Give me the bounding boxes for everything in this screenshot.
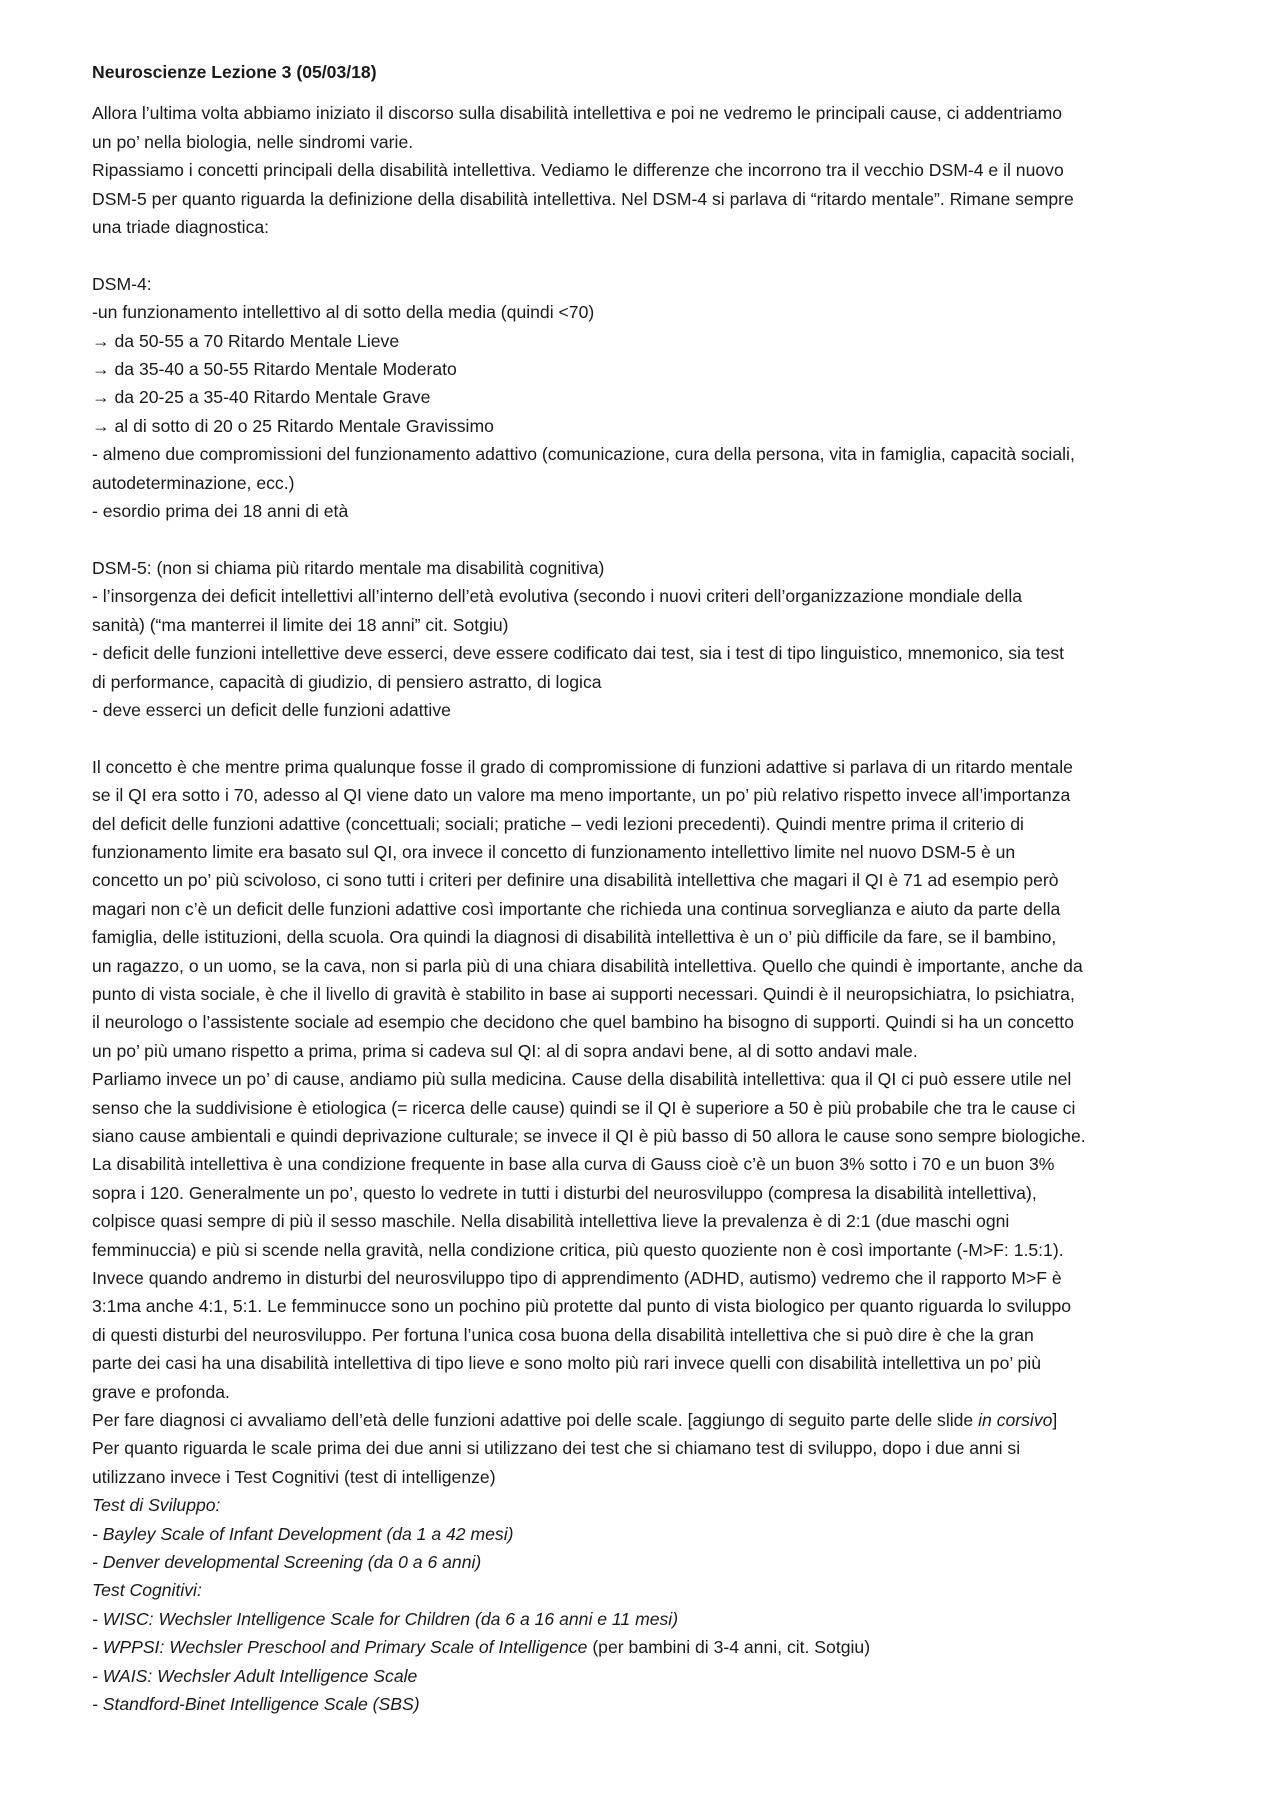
list-item: - deve esserci un deficit delle funzioni adattive xyxy=(92,699,451,720)
text-line: del deficit delle funzioni adattive (concettuali; sociali; pratiche – vedi lezioni precedenti). Quindi mentre prima il criterio di xyxy=(92,813,1024,834)
list-item: sanità) (“ma manterrei il limite dei 18 anni” cit. Sotgiu) xyxy=(92,614,509,635)
text-line: sopra i 120. Generalmente un po’, questo lo vedrete in tutti i disturbi del neurosviluppo (compresa la disabilità intellettiva), xyxy=(92,1182,1037,1203)
list-item: di performance, capacità di giudizio, di pensiero astratto, di logica xyxy=(92,671,602,692)
text-line: Allora l’ultima volta abbiamo iniziato il discorso sulla disabilità intellettiva e poi ne vedremo le principali cause, ci addentriamo xyxy=(92,103,1063,124)
list-item: → da 20-25 a 35-40 Ritardo Mentale Grave xyxy=(92,387,431,408)
dsm5-heading: DSM-5: (non si chiama più ritardo mentale ma disabilità cognitiva) xyxy=(92,557,605,578)
text-line: siano cause ambientali e quindi deprivazione culturale; se invece il QI è più basso di 50 allora le cause sono sempre biologiche. xyxy=(92,1125,1086,1146)
text-line: colpisce quasi sempre di più il sesso maschile. Nella disabilità intellettiva lieve la prevalenza è di 2:1 (due maschi ogni xyxy=(92,1211,1010,1232)
list-item: - Standford-Binet Intelligence Scale (SBS) xyxy=(92,1694,420,1715)
list-item: - WAIS: Wechsler Adult Intelligence Scale xyxy=(92,1665,418,1686)
dsm4-heading: DSM-4: xyxy=(92,273,152,294)
development-tests-heading: Test di Sviluppo: xyxy=(92,1495,221,1516)
list-item: → al di sotto di 20 o 25 Ritardo Mentale Gravissimo xyxy=(92,415,494,436)
text-line: parte dei casi ha una disabilità intellettiva di tipo lieve e sono molto più rari invece quelli con disabilità intellettiva un po’ più xyxy=(92,1353,1041,1374)
wppsi-note: (per bambini di 3-4 anni, cit. Sotgiu) xyxy=(587,1637,871,1658)
document-title: Neuroscienze Lezione 3 (05/03/18) xyxy=(92,62,377,82)
list-item: autodeterminazione, ecc.) xyxy=(92,472,295,493)
text-line: utilizzano invece i Test Cognitivi (test di intelligenze) xyxy=(92,1466,496,1487)
dsm5-section xyxy=(92,554,1212,724)
blank-line xyxy=(92,241,1212,269)
text-line: famiglia, delle istituzioni, della scuola. Ora quindi la diagnosi di disabilità intellettiva è un o’ più difficile da fare, se il bambino, xyxy=(92,927,1057,948)
text-line: un po’ nella biologia, nelle sindromi varie. xyxy=(92,131,414,152)
list-item: - almeno due compromissioni del funzionamento adattivo (comunicazione, cura della persona, vita in famiglia, capacità sociali, xyxy=(92,444,1075,465)
blank-line xyxy=(92,724,1212,752)
document-page xyxy=(92,58,1212,1719)
list-item xyxy=(92,1633,1212,1661)
slides-note-italic: in corsivo xyxy=(978,1410,1053,1431)
intro-paragraph xyxy=(92,99,1212,241)
body-paragraph xyxy=(92,753,1212,1406)
wppsi-title: - WPPSI: Wechsler Preschool and Primary Scale of Intelligence xyxy=(92,1637,588,1658)
text-line: magari non c’è un deficit delle funzioni adattive così importante che richieda una continua sorveglianza e aiuto da parte della xyxy=(92,898,1061,919)
text-line: senso che la suddivisione è etiologica (= ricerca delle cause) quindi se il QI è superiore a 50 è più probabile che tra le cause ci xyxy=(92,1097,1076,1118)
text-line: un po’ più umano rispetto a prima, prima si cadeva sul QI: al di sopra andavi bene, al di sotto andavi male. xyxy=(92,1040,918,1061)
text-line: 3:1ma anche 4:1, 5:1. Le femminucce sono un pochino più protette dal punto di vista biologico per quanto riguarda lo sviluppo xyxy=(92,1296,1072,1317)
blank-line xyxy=(92,525,1212,553)
list-item: → da 35-40 a 50-55 Ritardo Mentale Moderato xyxy=(92,359,457,380)
dsm4-section xyxy=(92,270,1212,526)
text-line: La disabilità intellettiva è una condizione frequente in base alla curva di Gauss cioè c’è un buon 3% sotto i 70 e un buon 3% xyxy=(92,1154,1055,1175)
cognitive-tests-heading: Test Cognitivi: xyxy=(92,1580,202,1601)
development-tests xyxy=(92,1491,1212,1576)
text-line: grave e profonda. xyxy=(92,1381,230,1402)
slides-note-text: Per fare diagnosi ci avvaliamo dell’età delle funzioni adattive poi delle scale. [aggiungo di seguito parte delle slide xyxy=(92,1410,979,1431)
text-line: Ripassiamo i concetti principali della disabilità intellettiva. Vediamo le differenze che incorrono tra il vecchio DSM-4 e il nuovo xyxy=(92,160,1064,181)
text-line: se il QI era sotto i 70, adesso al QI viene dato un valore ma meno importante, un po’ più relativo rispetto invece all’importanza xyxy=(92,785,1071,806)
text-line: Invece quando andremo in disturbi del neurosviluppo tipo di apprendimento (ADHD, autismo) vedremo che il rapporto M>F è xyxy=(92,1268,1062,1289)
cognitive-tests xyxy=(92,1576,1212,1718)
text-line: un ragazzo, o un uomo, se la cava, non si parla più di una chiara disabilità intellettiva. Quello che quindi è importante, anche da xyxy=(92,955,1083,976)
scales-paragraph xyxy=(92,1434,1212,1491)
text-line: di questi disturbi del neurosviluppo. Per fortuna l’unica cosa buona della disabilità intellettiva che si può dire è che la gran xyxy=(92,1324,1034,1345)
slides-note xyxy=(92,1406,1212,1434)
slides-note-end: ] xyxy=(1052,1410,1058,1431)
list-item: -un funzionamento intellettivo al di sotto della media (quindi <70) xyxy=(92,302,595,323)
text-line: Parliamo invece un po’ di cause, andiamo più sulla medicina. Cause della disabilità intellettiva: qua il QI ci può essere utile nel xyxy=(92,1069,1072,1090)
list-item: - Bayley Scale of Infant Development (da 1 a 42 mesi) xyxy=(92,1523,514,1544)
text-line: funzionamento limite era basato sul QI, ora invece il concetto di funzionamento intellettivo limite nel nuovo DSM-5 è un xyxy=(92,841,1016,862)
list-item: - l’insorgenza dei deficit intellettivi all’interno dell’età evolutiva (secondo i nuovi criteri dell’organizzazione mondiale della xyxy=(92,586,1023,607)
list-item: → da 50-55 a 70 Ritardo Mentale Lieve xyxy=(92,330,400,351)
text-line: femminuccia) e più si scende nella gravità, nella condizione critica, più questo quoziente non è così importante (-M>F: 1.5:1). xyxy=(92,1239,1064,1260)
text-line: una triade diagnostica: xyxy=(92,217,270,238)
text-line: DSM-5 per quanto riguarda la definizione della disabilità intellettiva. Nel DSM-4 si parlava di “ritardo mentale”. Rimane sempre xyxy=(92,188,1074,209)
list-item: - Denver developmental Screening (da 0 a 6 anni) xyxy=(92,1552,482,1573)
text-line: Per quanto riguarda le scale prima dei due anni si utilizzano dei test che si chiamano test di sviluppo, dopo i due anni si xyxy=(92,1438,1021,1459)
list-item: - deficit delle funzioni intellettive deve esserci, deve essere codificato dai test, sia i test di tipo linguistico, mnemonico, sia test xyxy=(92,643,1065,664)
list-item: - esordio prima dei 18 anni di età xyxy=(92,501,349,522)
text-line: Il concetto è che mentre prima qualunque fosse il grado di compromissione di funzioni adattive si parlava di un ritardo mentale xyxy=(92,756,1073,777)
text-line: punto di vista sociale, è che il livello di gravità è stabilito in base ai supporti necessari. Quindi è il neuropsichiatra, lo psichiatra, xyxy=(92,983,1075,1004)
text-line: concetto un po’ più scivoloso, ci sono tutti i criteri per definire una disabilità intellettiva che magari il QI è 71 ad esempio però xyxy=(92,870,1059,891)
list-item: - WISC: Wechsler Intelligence Scale for Children (da 6 a 16 anni e 11 mesi) xyxy=(92,1608,679,1629)
text-line: il neurologo o l’assistente sociale ad esempio che decidono che quel bambino ha bisogno di supporti. Quindi si ha un concetto xyxy=(92,1012,1074,1033)
